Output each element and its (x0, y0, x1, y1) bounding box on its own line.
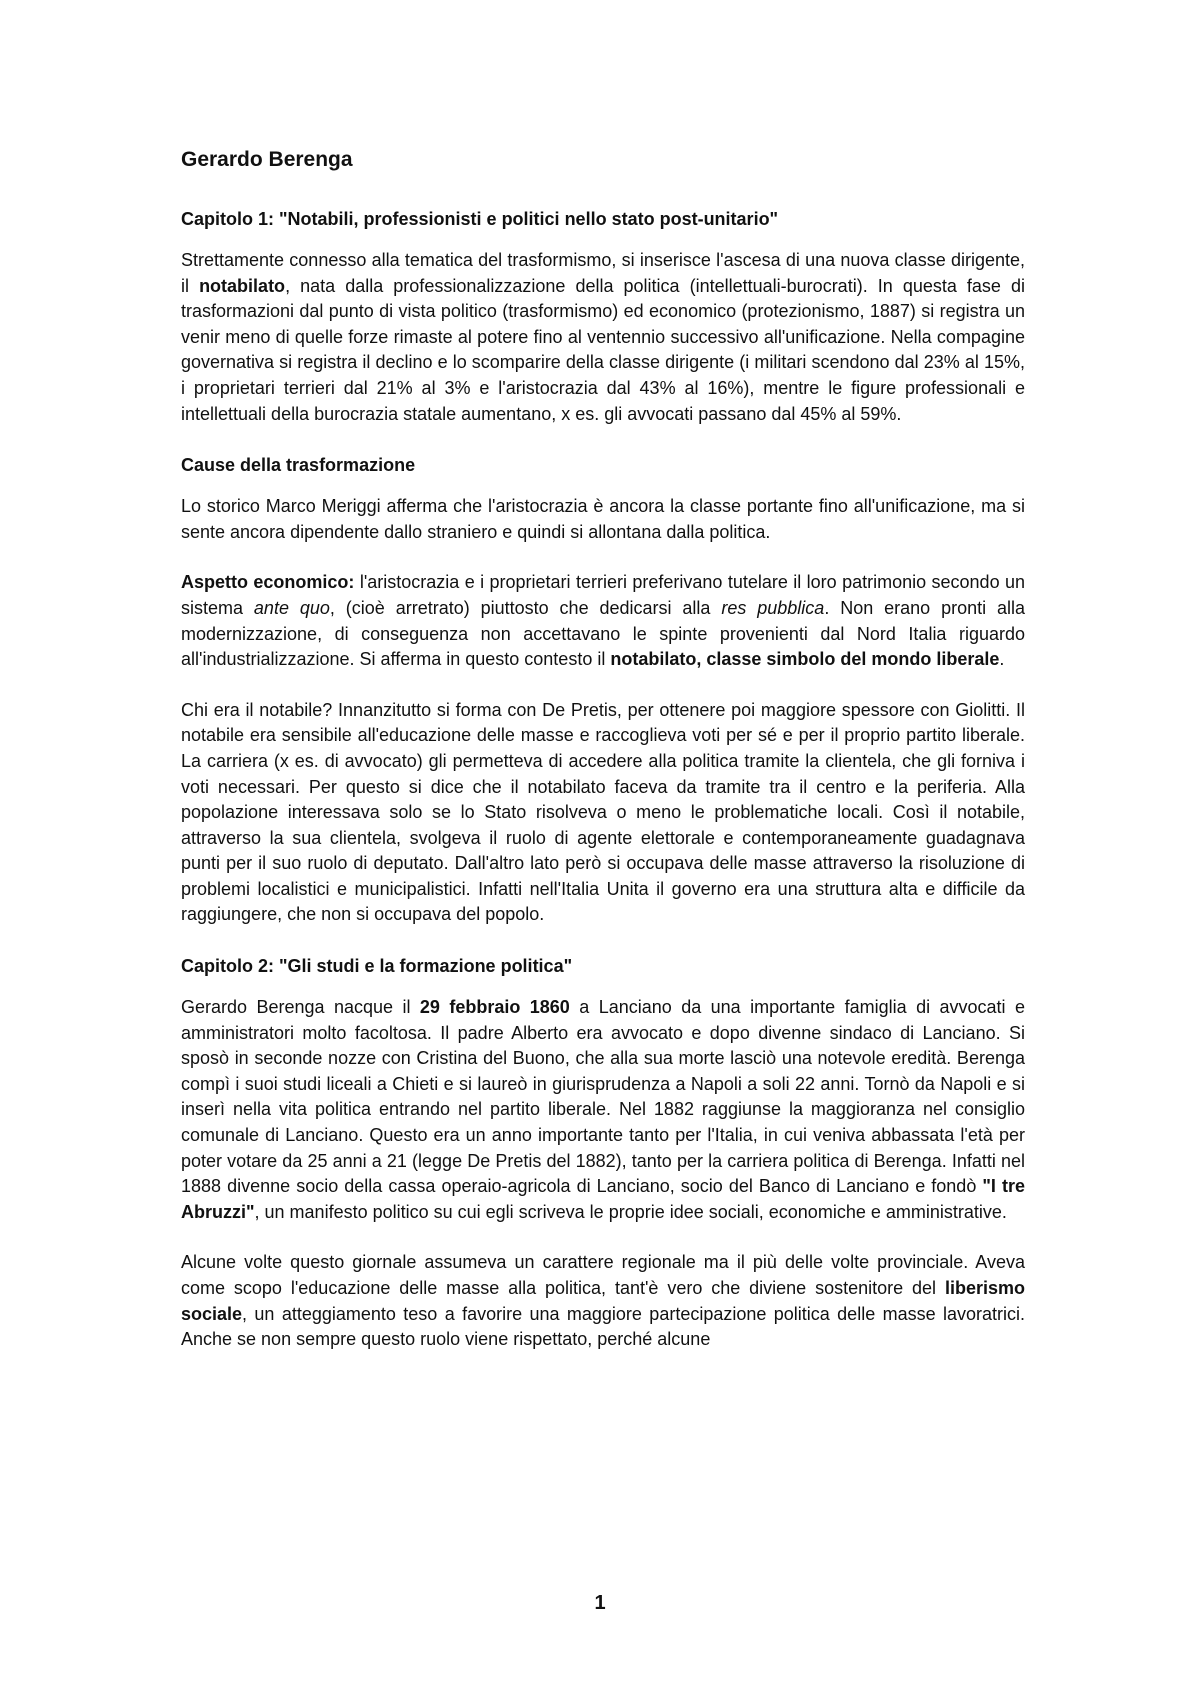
text-span: Strettamente connesso alla tematica del trasformismo, si inserisce l'ascesa di una nuova classe dirigente, il (181, 250, 1025, 296)
bold-date: 29 febbraio 1860 (419, 997, 570, 1018)
italic-term: ante quo (253, 597, 330, 618)
bold-term: liberismo sociale (181, 1278, 1025, 1324)
text-span: . Non erano pronti alla modernizzazione, di conseguenza non accettavano le spinte provenienti dal Nord Italia riguardo all'industrializzazione. Si afferma in questo contesto il (181, 597, 1026, 670)
text-span: . (999, 649, 1005, 670)
text-span: , (cioè arretrato) piuttosto che dedicarsi alla (329, 597, 722, 618)
italic-term: res pubblica (721, 597, 825, 618)
cause-paragraph-3: Chi era il notabile? Innanzitutto si forma con De Pretis, per ottenere poi maggiore spessore con Giolitti. Il notabile era sensibile all'educazione delle masse e raccoglieva voti per sé e per il proprio partito liberale. La carriera (x es. di avvocato) gli permetteva di accedere alla politica tramite la clientela, che gli forniva i voti necessari. Per questo si dice che il notabilato faceva da tramite tra il centro e la periferia. Alla popolazione interessava solo se lo Stato risolveva o meno le problematiche locali. Così il notabile, attraverso la sua clientela, svolgeva il ruolo di agente elettorale e contemporaneamente guadagnava punti per il suo ruolo di deputato. Dall'altro lato però si occupava delle masse attraverso la risoluzione di problemi localistici e municipalistici. Infatti nell'Italia Unita il governo era una struttura alta e difficile da raggiungere, che non si occupava del popolo. (181, 699, 1025, 925)
bold-journal-name: "I tre Abruzzi" (181, 1176, 1025, 1222)
chapter-1-heading: Capitolo 1: "Notabili, professionisti e politici nello stato post-unitario" (181, 209, 779, 229)
text-span: , un atteggiamento teso a favorire una maggiore partecipazione politica delle masse lavoratrici. Anche se non sempre questo ruolo viene rispettato, perché alcune (181, 1303, 1025, 1350)
text-span: Alcune volte questo giornale assumeva un carattere regionale ma il più delle volte provinciale. Aveva come scopo l'educazione delle masse alla politica, tant'è vero che diviene sostenitore del (181, 1252, 1025, 1298)
text-span: l'aristocrazia e i proprietari terrieri preferivano tutelare il loro patrimonio secondo un sistema (181, 572, 1025, 618)
bold-term: notabilato, classe simbolo del mondo liberale (610, 649, 1000, 670)
text-span: a Lanciano da una importante famiglia di avvocati e amministratori molto facoltosa. Il padre Alberto era avvocato e dopo divenne sindaco di Lanciano. Si sposò in seconde nozze con Cristina del Buono, che alla sua morte lasciò una notevole eredità. Berenga compì i suoi studi liceali a Chieti e si laureò in giurisprudenza a Napoli a soli 22 anni. Tornò da Napoli e si inserì nella vita politica entrando nel partito liberale. Nel 1882 raggiunse la maggioranza nel consiglio comunale di Lanciano. Questo era un anno importante tanto per l'Italia, in cui veniva abbassata l'età per poter votare da 25 anni a 21 (legge De Pretis del 1882), tanto per la carriera politica di Berenga. Infatti nel 1888 divenne socio della cassa operaio-agricola di Lanciano, socio del Banco di Lanciano e fondò (181, 997, 1025, 1197)
chapter-2-paragraph-1 (181, 995, 1025, 1225)
document-body (181, 136, 1025, 1378)
section-heading-cause: Cause della trasformazione (181, 455, 416, 476)
chapter-2-heading: Capitolo 2: "Gli studi e la formazione politica" (181, 956, 573, 977)
text-span: , un manifesto politico su cui egli scriveva le proprie idee sociali, economiche e amministrative. (254, 1201, 1007, 1222)
cause-paragraph-1: Lo storico Marco Meriggi afferma che l'aristocrazia è ancora la classe portante fino all'unificazione, ma si sente ancora dipendente dallo straniero e quindi si allontana dalla politica. (181, 496, 1025, 542)
chapter-1-paragraph (181, 248, 1025, 427)
document-title: Gerardo Berenga (181, 148, 353, 171)
text-span: Gerardo Berenga nacque il (181, 997, 420, 1018)
page-number: 1 (594, 1592, 606, 1614)
cause-paragraph-2 (181, 570, 1025, 672)
text-span: , nata dalla professionalizzazione della politica (intellettuali-burocrati). In questa fase di trasformazioni dal punto di vista politico (trasformismo) ed economico (protezionismo, 1887) si registra un venir meno di quelle forze rimaste al potere fino al ventennio successivo all'unificazione. Nella compagine governativa si registra il declino e lo scomparire della classe dirigente (i militari scendono dal 23% al 15%, i proprietari terrieri dal 21% al 3% e l'aristocrazia dal 43% al 16%), mentre le figure professionali e intellettuali della burocrazia statale aumentano, x es. gli avvocati passano dal 45% al 59%. (181, 275, 1026, 424)
bold-term-notabilato: notabilato (199, 275, 286, 296)
chapter-2-paragraph-2 (181, 1250, 1025, 1352)
bold-label-aspetto-economico: Aspetto economico: (181, 572, 355, 593)
